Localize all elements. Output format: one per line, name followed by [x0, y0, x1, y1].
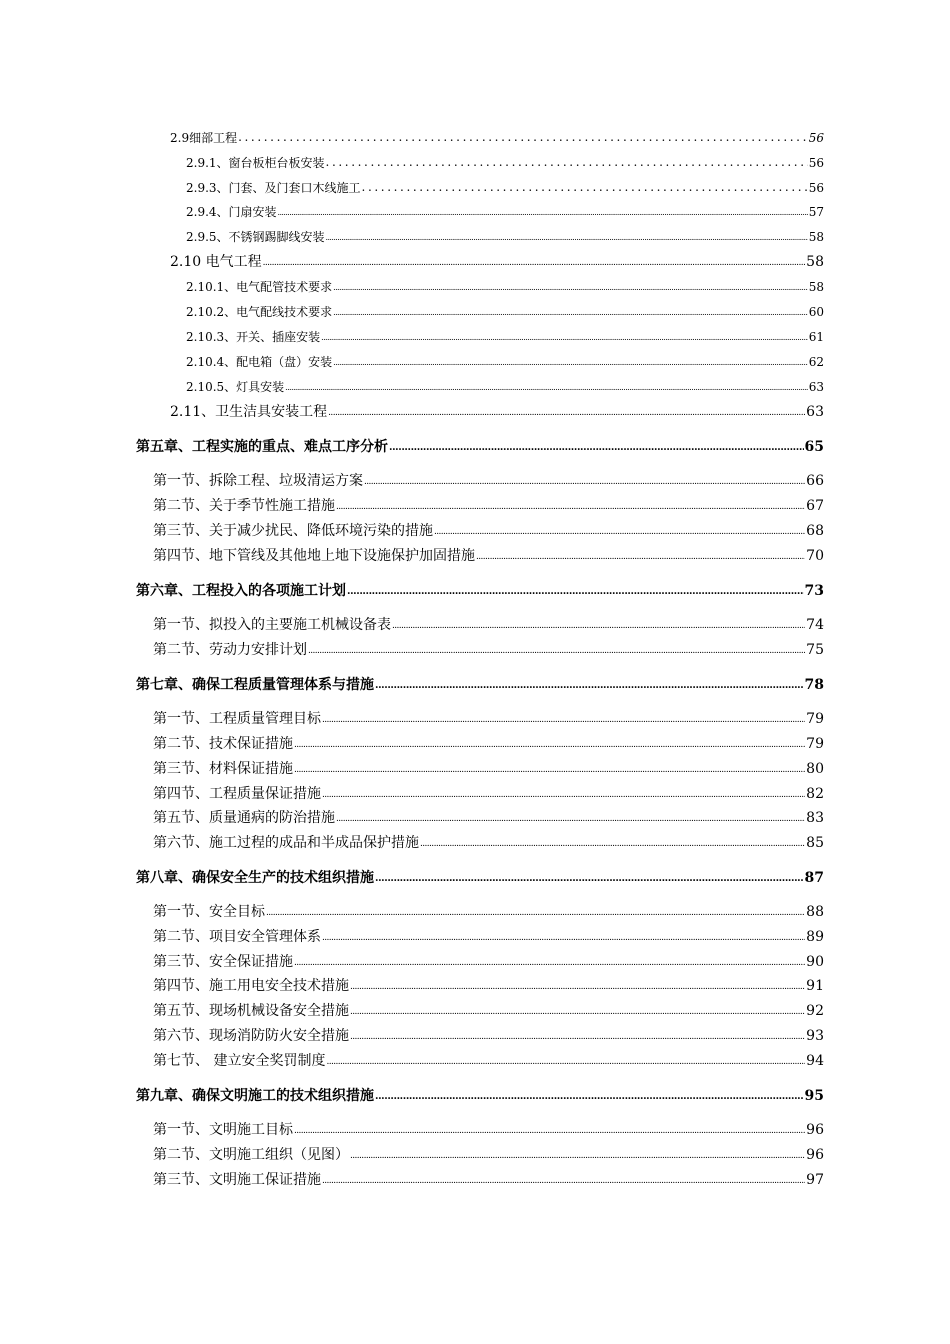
toc-page-number: 89: [806, 929, 824, 945]
toc-dot-leader: [321, 329, 808, 347]
toc-entry-title: 第一节、文明施工目标: [153, 1122, 293, 1138]
toc-dot-leader: [326, 1053, 805, 1071]
toc-entry-title: 2.9.4、门扇安装: [186, 205, 277, 219]
toc-page-number: 67: [806, 498, 824, 514]
toc-entry[interactable]: [186, 203, 824, 223]
toc-dot-leader: [294, 736, 805, 754]
toc-entry[interactable]: [153, 641, 824, 661]
toc-page-number: 93: [806, 1028, 824, 1044]
toc-entry-title: 2.9.3、门套、及门套口木线施工: [186, 181, 361, 195]
toc-page-number: 58: [808, 280, 824, 294]
toc-entry-title: 第七章、确保工程质量管理体系与措施: [136, 677, 374, 693]
toc-entry[interactable]: [186, 228, 824, 248]
toc-dot-leader: [285, 379, 808, 397]
toc-dot-leader: [476, 548, 805, 566]
toc-entry[interactable]: [186, 328, 824, 348]
toc-dot-leader: [434, 523, 805, 541]
toc-entry-title: 2.11、卫生洁具安装工程: [170, 404, 328, 420]
toc-entry[interactable]: [153, 616, 824, 636]
toc-entry[interactable]: [153, 977, 824, 997]
toc-dot-leader: [326, 229, 808, 247]
toc-dot-leader: [347, 583, 804, 601]
toc-entry-title: 2.10.4、配电箱（盘）安装: [186, 355, 333, 369]
toc-entry-title: 第一节、拟投入的主要施工机械设备表: [153, 617, 391, 633]
toc-dot-leader: [294, 1122, 805, 1140]
toc-page-number: 96: [806, 1122, 824, 1138]
toc-entry-title: 2.10.5、灯具安装: [186, 380, 285, 394]
toc-page-number: 61: [808, 330, 824, 344]
toc-dot-leader: [350, 978, 805, 996]
toc-entry[interactable]: [153, 953, 824, 973]
toc-entry-title: 第八章、确保安全生产的技术组织措施: [136, 870, 374, 886]
toc-page-number: 79: [806, 711, 824, 727]
toc-entry-title: 第二节、劳动力安排计划: [153, 642, 307, 658]
toc-page-number: 80: [806, 761, 824, 777]
toc-page-number: 65: [804, 439, 824, 455]
toc-entry-title: 第五节、现场机械设备安全措施: [153, 1003, 349, 1019]
toc-entry-title: 第六节、现场消防防火安全措施: [153, 1028, 349, 1044]
toc-page-number: 60: [808, 305, 824, 319]
toc-page-number: 62: [808, 355, 824, 369]
toc-entry[interactable]: [153, 785, 824, 805]
toc-dot-leader: [336, 810, 805, 828]
toc-entry[interactable]: [153, 760, 824, 780]
toc-page-number: 83: [806, 810, 824, 826]
toc-dot-leader: [238, 128, 808, 146]
toc-page-number: 94: [806, 1053, 824, 1069]
toc-entry[interactable]: [170, 129, 824, 147]
toc-entry-title: 第四节、施工用电安全技术措施: [153, 978, 349, 994]
toc-entry-title: 第二节、技术保证措施: [153, 736, 293, 752]
toc-page-number: 74: [806, 617, 824, 633]
toc-entry[interactable]: [153, 1121, 824, 1141]
toc-page-number: 82: [806, 786, 824, 802]
toc-entry[interactable]: [186, 278, 824, 298]
toc-entry-title: 第三节、材料保证措施: [153, 761, 293, 777]
toc-entry[interactable]: [186, 179, 824, 197]
toc-dot-leader: [350, 1147, 805, 1165]
toc-page-number: 75: [806, 642, 824, 658]
toc-page-number: 96: [806, 1147, 824, 1163]
toc-page-number: 87: [804, 870, 824, 886]
toc-dot-leader: [308, 642, 805, 660]
toc-dot-leader: [375, 677, 804, 695]
toc-chapter-entry[interactable]: [136, 438, 824, 458]
toc-chapter-entry[interactable]: [136, 1087, 824, 1107]
toc-entry[interactable]: [153, 472, 824, 492]
toc-entry[interactable]: [153, 1171, 824, 1191]
toc-dot-leader: [294, 761, 805, 779]
toc-entry[interactable]: [170, 253, 824, 273]
toc-page-number: 63: [808, 380, 824, 394]
toc-dot-leader: [322, 1172, 805, 1190]
toc-entry[interactable]: [153, 1027, 824, 1047]
toc-page-number: 68: [806, 523, 824, 539]
toc-page-number: 56: [808, 156, 824, 170]
toc-entry-title: 第四节、地下管线及其他地上地下设施保护加固措施: [153, 548, 475, 564]
toc-entry-title: 第一节、工程质量管理目标: [153, 711, 321, 727]
toc-page-number: 56: [808, 131, 824, 145]
toc-chapter-entry[interactable]: [136, 582, 824, 602]
toc-entry-title: 2.10.2、电气配线技术要求: [186, 305, 333, 319]
toc-entry-title: 第四节、工程质量保证措施: [153, 786, 321, 802]
toc-page-number: 78: [804, 677, 824, 693]
toc-entry[interactable]: [186, 303, 824, 323]
toc-page-number: 56: [808, 181, 824, 195]
toc-page-number: 88: [806, 904, 824, 920]
toc-page-number: 92: [806, 1003, 824, 1019]
toc-entry[interactable]: [153, 522, 824, 542]
toc-entry-title: 第六章、工程投入的各项施工计划: [136, 583, 346, 599]
toc-page-number: 95: [804, 1088, 824, 1104]
toc-entry-title: 第三节、文明施工保证措施: [153, 1172, 321, 1188]
toc-dot-leader: [364, 473, 805, 491]
toc-entry-title: 2.9细部工程: [170, 131, 238, 145]
toc-dot-leader: [375, 1088, 804, 1106]
toc-dot-leader: [420, 835, 805, 853]
toc-entry[interactable]: [186, 378, 824, 398]
toc-page-number: 73: [804, 583, 824, 599]
toc-entry-title: 第一节、安全目标: [153, 904, 265, 920]
toc-dot-leader: [294, 954, 805, 972]
toc-entry[interactable]: [170, 403, 824, 423]
toc-page-number: 91: [806, 978, 824, 994]
toc-entry[interactable]: [153, 735, 824, 755]
toc-dot-leader: [336, 498, 805, 516]
toc-page-number: 66: [806, 473, 824, 489]
toc-dot-leader: [322, 786, 805, 804]
toc-entry-title: 第二节、文明施工组织（见图）: [153, 1147, 349, 1163]
toc-entry[interactable]: [186, 154, 824, 172]
toc-page-number: 58: [806, 254, 824, 270]
toc-dot-leader: [326, 153, 808, 171]
toc-dot-leader: [322, 711, 805, 729]
toc-entry-title: 第二节、关于季节性施工措施: [153, 498, 335, 514]
toc-entry[interactable]: [153, 547, 824, 567]
toc-dot-leader: [263, 254, 806, 272]
toc-chapter-entry[interactable]: [136, 869, 824, 889]
toc-entry-title: 2.10.3、开关、插座安装: [186, 330, 321, 344]
toc-entry-title: 2.10.1、电气配管技术要求: [186, 280, 333, 294]
toc-entry-title: 第九章、确保文明施工的技术组织措施: [136, 1088, 374, 1104]
toc-entry[interactable]: [153, 834, 824, 854]
toc-dot-leader: [328, 404, 805, 422]
toc-entry-title: 2.9.5、不锈钢踢脚线安装: [186, 230, 325, 244]
toc-entry-title: 第五章、工程实施的重点、难点工序分析: [136, 439, 388, 455]
toc-page-number: 79: [806, 736, 824, 752]
toc-entry-title: 第三节、关于减少扰民、降低环境污染的措施: [153, 523, 433, 539]
toc-entry[interactable]: [153, 928, 824, 948]
toc-entry[interactable]: [153, 497, 824, 517]
toc-chapter-entry[interactable]: [136, 676, 824, 696]
toc-page-number: 97: [806, 1172, 824, 1188]
toc-dot-leader: [350, 1003, 805, 1021]
toc-dot-leader: [350, 1028, 805, 1046]
toc-dot-leader: [389, 439, 804, 457]
toc-entry-title: 2.9.1、窗台板柜台板安装: [186, 156, 325, 170]
toc-dot-leader: [362, 178, 808, 196]
toc-entry-title: 2.10 电气工程: [170, 254, 262, 270]
toc-dot-leader: [322, 929, 805, 947]
toc-entry-title: 第六节、施工过程的成品和半成品保护措施: [153, 835, 419, 851]
toc-entry[interactable]: [153, 1146, 824, 1166]
toc-page-number: 63: [806, 404, 824, 420]
toc-page-number: 58: [808, 230, 824, 244]
toc-entry[interactable]: [153, 710, 824, 730]
toc-dot-leader: [266, 904, 805, 922]
toc-dot-leader: [333, 354, 808, 372]
toc-entry-title: 第三节、安全保证措施: [153, 954, 293, 970]
toc-entry[interactable]: [186, 353, 824, 373]
toc-entry[interactable]: [153, 809, 824, 829]
toc-entry[interactable]: [153, 1002, 824, 1022]
toc-dot-leader: [375, 870, 804, 888]
toc-entry-title: 第七节、 建立安全奖罚制度: [153, 1053, 326, 1069]
toc-page-number: 85: [806, 835, 824, 851]
toc-entry-title: 第二节、项目安全管理体系: [153, 929, 321, 945]
toc-page-number: 70: [806, 548, 824, 564]
toc-entry-title: 第一节、拆除工程、垃圾清运方案: [153, 473, 363, 489]
toc-dot-leader: [392, 617, 805, 635]
toc-dot-leader: [333, 279, 808, 297]
toc-entry[interactable]: [153, 903, 824, 923]
toc-entry[interactable]: [153, 1052, 824, 1072]
toc-page-number: 57: [808, 205, 824, 219]
toc-dot-leader: [333, 304, 808, 322]
toc-page-number: 90: [806, 954, 824, 970]
toc-dot-leader: [278, 204, 808, 222]
toc-entry-title: 第五节、质量通病的防治措施: [153, 810, 335, 826]
